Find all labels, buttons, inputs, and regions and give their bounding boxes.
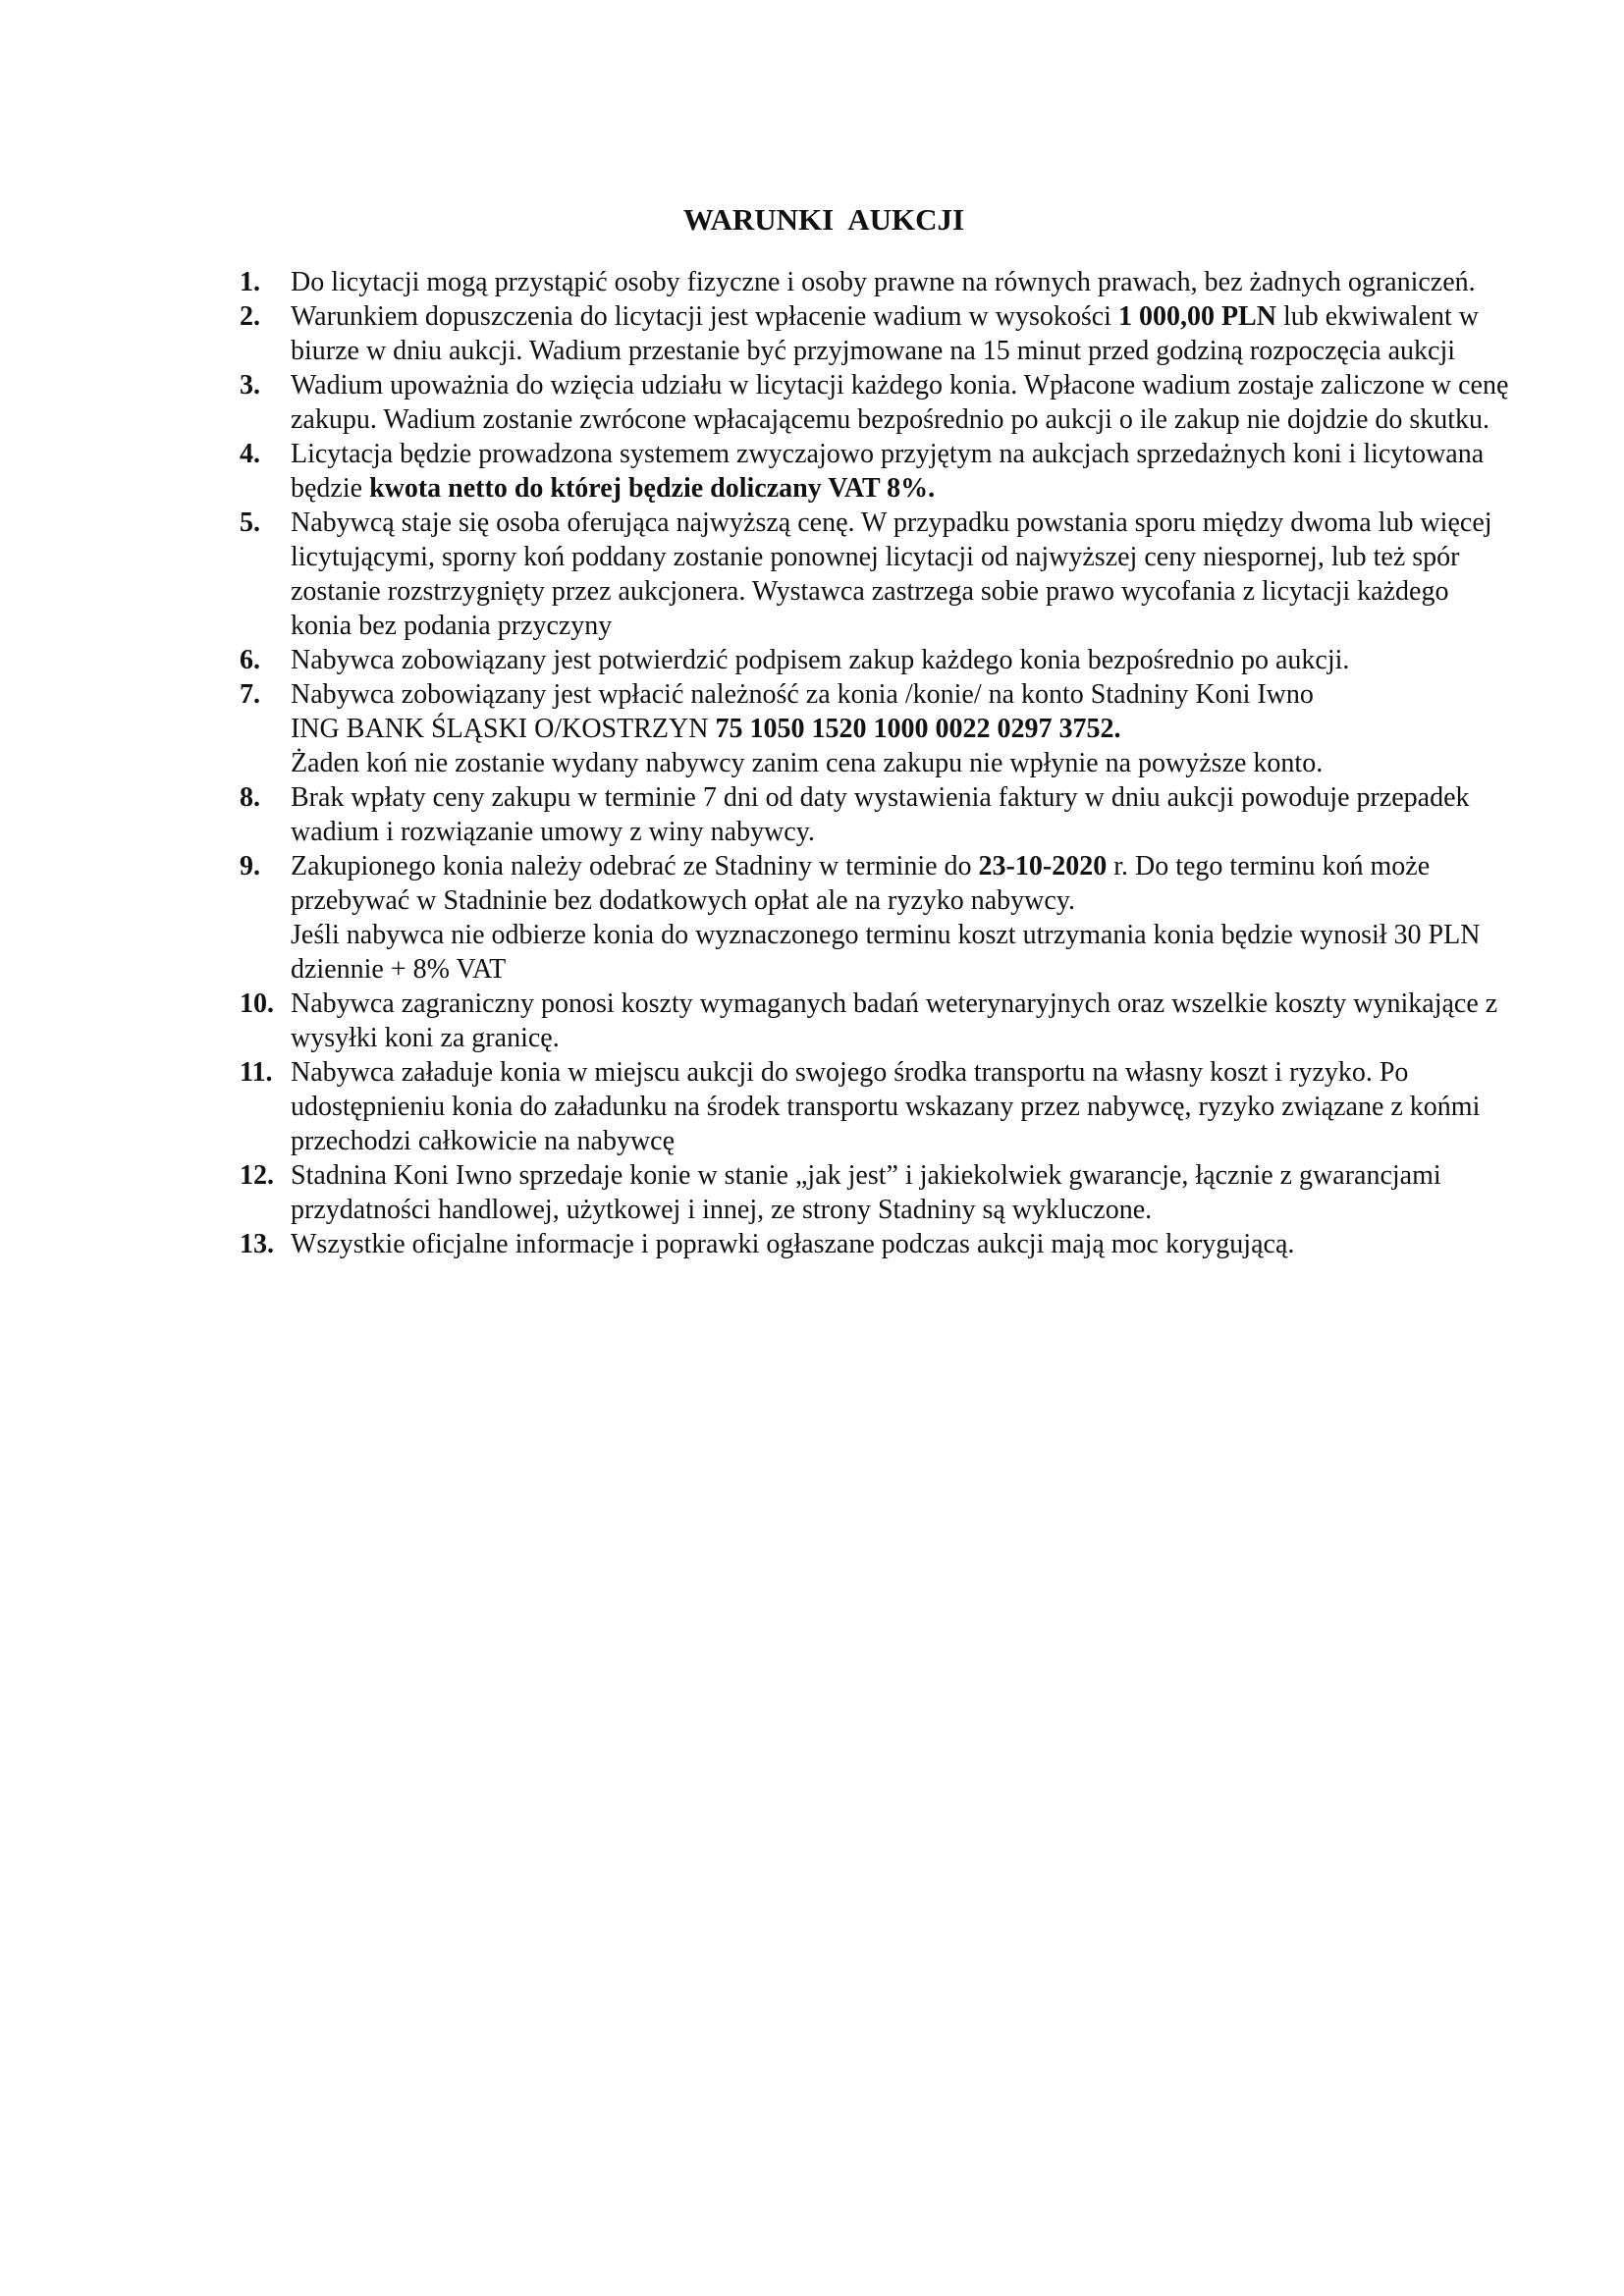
terms-item-text [291,780,1516,849]
terms-item [240,677,1516,780]
terms-item-text-segment: lub ekwiwalent w biurze w dniu aukcji. Wadium przestanie być przyjmowane na 15 minut przed godziną rozpoczęcia aukcji [291,301,1480,366]
terms-item-number: 13. [240,1229,274,1259]
terms-item [240,1055,1516,1158]
terms-item-bold-text: 1 000,00 PLN [1117,301,1276,332]
terms-item-text [291,643,1516,677]
terms-item-bold-text: 75 1050 1520 1000 0022 0297 3752. [715,714,1121,744]
terms-item-text-segment: Nabywca zagraniczny ponosi koszty wymaganych badań weterynaryjnych oraz wszelkie koszty wynikające z wysyłki koni za granicę. [291,988,1498,1053]
terms-item [240,1158,1516,1227]
terms-item-text-segment: Brak wpłaty ceny zakupu w terminie 7 dni od daty wystawienia faktury w dniu aukcji powoduje przepadek wadium i rozwiązanie umowy z winy nabywcy. [291,782,1470,847]
terms-item-text-segment: Licytacja będzie prowadzona systemem zwyczajowo przyjętym na aukcjach sprzedażnych koni i licytowana będzie [291,439,1485,504]
terms-item-text-segment: Warunkiem dopuszczenia do licytacji jest wpłacenie wadium w wysokości [291,301,1118,332]
terms-item-text-segment: Nabywcą staje się osoba oferująca najwyższą cenę. W przypadku powstania sporu między dwoma lub więcej licytującymi, sporny koń poddany zostanie ponownej licytacji od najwyższej ceny niespornej, lub też spór zostanie rozstrzygnięty przez aukcjonera. Wystawca zastrzega sobie prawo wycofania z licytacji każdego konia bez podania przyczyny [291,507,1492,641]
terms-item-number: 8. [240,782,260,813]
terms-item [240,506,1516,643]
terms-list [240,265,1516,1261]
terms-item-text-segment: Nabywca załaduje konia w miejscu aukcji do swojego środka transportu na własny koszt i ryzyko. Po udostępnieniu konia do załadunku na środek transportu wskazany przez nabywcę, ryzyko związane z końmi przechodzi całkowicie na nabywcę [291,1057,1481,1156]
terms-item-number: 7. [240,679,260,710]
terms-item [240,643,1516,677]
terms-item-number: 2. [240,301,260,332]
terms-item-text-segment: Do licytacji mogą przystąpić osoby fizyczne i osoby prawne na równych prawach, bez żadnych ograniczeń. [291,267,1476,297]
terms-item [240,437,1516,506]
terms-item-number: 10. [240,988,274,1019]
terms-item-text [291,506,1516,643]
terms-item-text-segment: r. Do tego terminu koń może przebywać w Stadninie bez dodatkowych opłat ale na ryzyko nabywcy. [291,851,1431,916]
terms-item [240,987,1516,1055]
terms-item-text [291,1055,1516,1158]
terms-item [240,780,1516,849]
terms-item [240,368,1516,437]
terms-item-text [291,849,1516,987]
terms-item-number: 4. [240,439,260,469]
terms-item-text-segment: ING BANK ŚLĄSKI O/KOSTRZYN [291,714,716,744]
terms-item-text [291,677,1516,780]
terms-item-text [291,1158,1516,1227]
terms-item-text-segment: Zakupionego konia należy odebrać ze Stadniny w terminie do [291,851,979,881]
terms-item-text [291,265,1516,299]
terms-item [240,1227,1516,1261]
terms-item-text-segment: Nabywca zobowiązany jest potwierdzić podpisem zakup każdego konia bezpośrednio po aukcji. [291,645,1350,675]
terms-item-number: 9. [240,851,260,881]
document-title: WARUNKI AUKCJI [682,202,965,237]
terms-item-bold-text: kwota netto do której będzie doliczany VAT 8%. [369,473,936,504]
terms-item-text [291,368,1516,437]
terms-item-number: 5. [240,507,260,538]
terms-item [240,299,1516,368]
terms-item-number: 12. [240,1160,274,1191]
terms-item [240,265,1516,299]
terms-item-number: 6. [240,645,260,675]
terms-item-text [291,987,1516,1055]
terms-item-text [291,299,1516,368]
terms-item-text [291,437,1516,506]
terms-item [240,849,1516,987]
terms-item-bold-text: 23-10-2020 [978,851,1108,881]
terms-item-text-segment: Nabywca zobowiązany jest wpłacić należność za konia /konie/ na konto Stadniny Koni Iwno [291,679,1314,710]
terms-item-number: 3. [240,370,260,400]
terms-item-text-segment: Jeśli nabywca nie odbierze konia do wyznaczonego terminu koszt utrzymania konia będzie wynosił 30 PLN dziennie + 8% VAT [291,920,1481,985]
terms-item-text-segment: Wszystkie oficjalne informacje i poprawki ogłaszane podczas aukcji mają moc korygującą. [291,1229,1295,1259]
terms-item-number: 1. [240,267,260,297]
terms-item-text-segment: Stadnina Koni Iwno sprzedaje konie w stanie „jak jest” i jakiekolwiek gwarancje, łącznie z gwarancjami przydatności handlowej, użytkowej i innej, ze strony Stadniny są wykluczone. [291,1160,1441,1225]
terms-item-text [291,1227,1516,1261]
terms-item-text-segment: Wadium upoważnia do wzięcia udziału w licytacji każdego konia. Wpłacone wadium zostaje zaliczone w cenę zakupu. Wadium zostanie zwrócone wpłacającemu bezpośrednio po aukcji o ile zakup nie dojdzie do skutku. [291,370,1509,435]
terms-item-number: 11. [240,1057,273,1088]
terms-item-text-segment: Żaden koń nie zostanie wydany nabywcy zanim cena zakupu nie wpłynie na powyższe konto. [291,748,1324,778]
